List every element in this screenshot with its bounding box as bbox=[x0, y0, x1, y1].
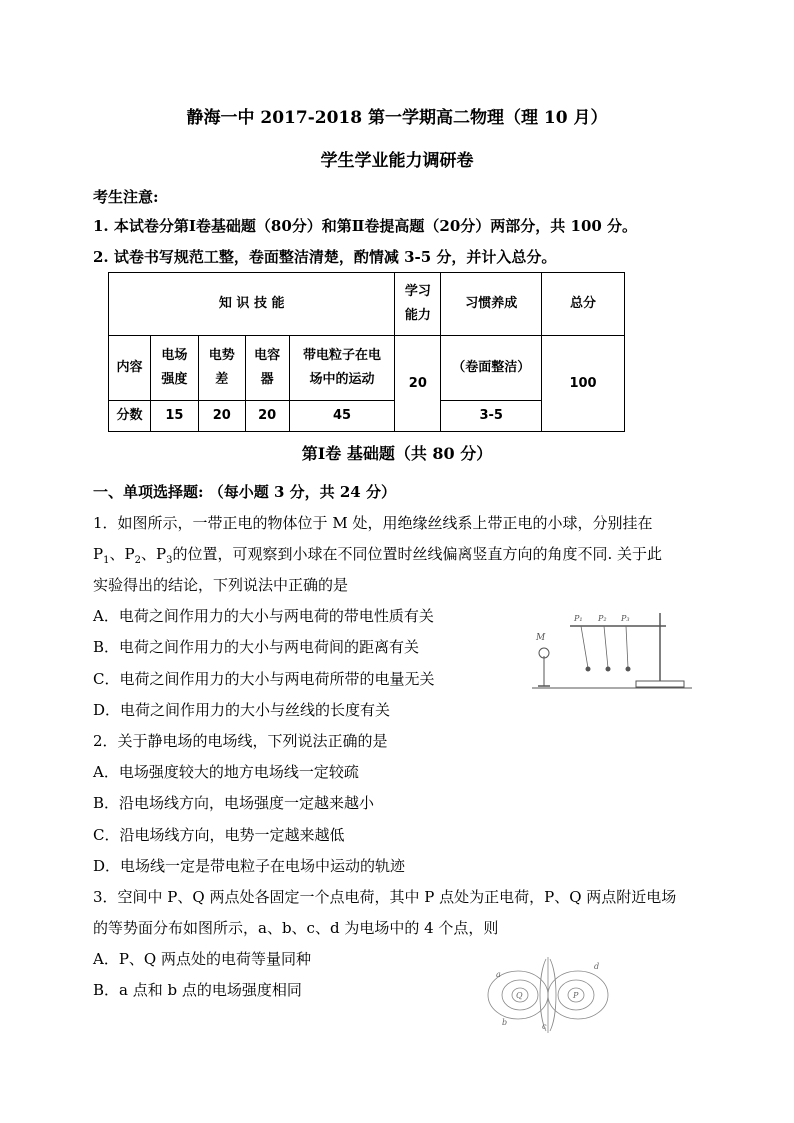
q1-stem-line1: 1．如图所示，一带正电的物体位于 M 处，用绝缘丝线系上带正电的小球，分别挂在 bbox=[93, 514, 653, 532]
notice-item-2: 2. 试卷书写规范工整，卷面整洁清楚，酌情减 3-5 分，并计入总分。 bbox=[93, 248, 557, 266]
header-learning-ability: 学习 能力 bbox=[395, 273, 441, 336]
q1-option-a: A．电荷之间作用力的大小与两电荷的带电性质有关 bbox=[93, 607, 434, 625]
exam-title: 静海一中 2017-2018 第一学期高二物理（理 10 月） bbox=[186, 108, 608, 128]
q1-stem-line3: 实验得出的结论，下列说法中正确的是 bbox=[93, 576, 349, 594]
q2-option-d: D．电场线一定是带电粒子在电场中运动的轨迹 bbox=[93, 857, 406, 875]
fig-label-d: d bbox=[594, 962, 600, 971]
fig-label-c: c bbox=[542, 1022, 547, 1031]
header-knowledge-skill: 知 识 技 能 bbox=[109, 273, 395, 336]
q2-option-c: C．沿电场线方向，电势一定越来越低 bbox=[93, 826, 345, 844]
q3-option-b: B．a 点和 b 点的电场强度相同 bbox=[93, 981, 302, 999]
fig-label-b: b bbox=[502, 1018, 508, 1027]
fig-label-a: a bbox=[496, 970, 501, 979]
fig-label-p3: P₃ bbox=[621, 614, 630, 623]
content-potential-difference: 电势 差 bbox=[198, 336, 245, 400]
q3-stem-line2: 的等势面分布如图所示，a、b、c、d 为电场中的 4 个点，则 bbox=[93, 919, 499, 937]
content-particle-motion: 带电粒子在电 场中的运动 bbox=[289, 336, 395, 400]
learning-ability-score: 20 bbox=[395, 336, 441, 432]
total-score: 100 bbox=[542, 336, 625, 432]
fig-label-m: M bbox=[536, 633, 546, 643]
q2-stem: 2．关于静电场的电场线，下列说法正确的是 bbox=[93, 732, 388, 750]
q1-stem-line2: $P_1$、$P_2$、$P_3$的位置，可观察到小球在不同位置时丝线偏离竖直方向的角度不同. 关于此 bbox=[93, 545, 662, 566]
q3-stem-line1: 3．空间中 P、Q 两点处各固定一个点电荷，其中 P 点处为正电荷，P、Q 两点附近电场 bbox=[93, 888, 677, 906]
header-habit: 习惯养成 bbox=[441, 273, 542, 336]
row-label-score: 分数 bbox=[109, 400, 151, 431]
notice-item-1: 1. 本试卷分第Ⅰ卷基础题（80分）和第Ⅱ卷提高题（20分）两部分，共 100 分。 bbox=[93, 217, 638, 235]
q1-option-b: B．电荷之间作用力的大小与两电荷间的距离有关 bbox=[93, 638, 420, 656]
exam-subtitle: 学生学业能力调研卷 bbox=[320, 151, 474, 171]
section-title: 第Ⅰ卷 基础题（共 80 分） bbox=[301, 444, 493, 463]
q2-option-b: B．沿电场线方向，电场强度一定越来越小 bbox=[93, 794, 375, 812]
part-title: 一、单项选择题: （每小题 3 分，共 24 分） bbox=[93, 483, 396, 501]
q1-option-c: C．电荷之间作用力的大小与两电荷所带的电量无关 bbox=[93, 670, 435, 688]
fig-label-p2: P₂ bbox=[598, 614, 607, 623]
score-field-strength: 15 bbox=[150, 400, 198, 431]
row-label-content: 内容 bbox=[109, 336, 151, 400]
fig-label-p: P bbox=[573, 991, 579, 1000]
score-table bbox=[108, 272, 625, 432]
score-potential-difference: 20 bbox=[198, 400, 245, 431]
fig-label-p1: P₁ bbox=[574, 614, 583, 623]
q2-option-a: A．电场强度较大的地方电场线一定较疏 bbox=[93, 763, 359, 781]
habit-content: （卷面整洁） bbox=[441, 336, 542, 400]
habit-score: 3-5 bbox=[441, 400, 542, 431]
content-capacitor: 电容 器 bbox=[245, 336, 289, 400]
score-capacitor: 20 bbox=[245, 400, 289, 431]
q3-option-a: A．P、Q 两点处的电荷等量同种 bbox=[93, 950, 311, 968]
q1-pendulum-figure bbox=[530, 608, 695, 693]
fig-label-q: Q bbox=[516, 991, 523, 1000]
header-total: 总分 bbox=[542, 273, 625, 336]
notice-heading: 考生注意: bbox=[93, 188, 159, 206]
q1-option-d: D．电荷之间作用力的大小与丝线的长度有关 bbox=[93, 701, 391, 719]
q3-equipotential-figure bbox=[484, 955, 614, 1035]
content-field-strength: 电场 强度 bbox=[150, 336, 198, 400]
score-particle-motion: 45 bbox=[289, 400, 395, 431]
